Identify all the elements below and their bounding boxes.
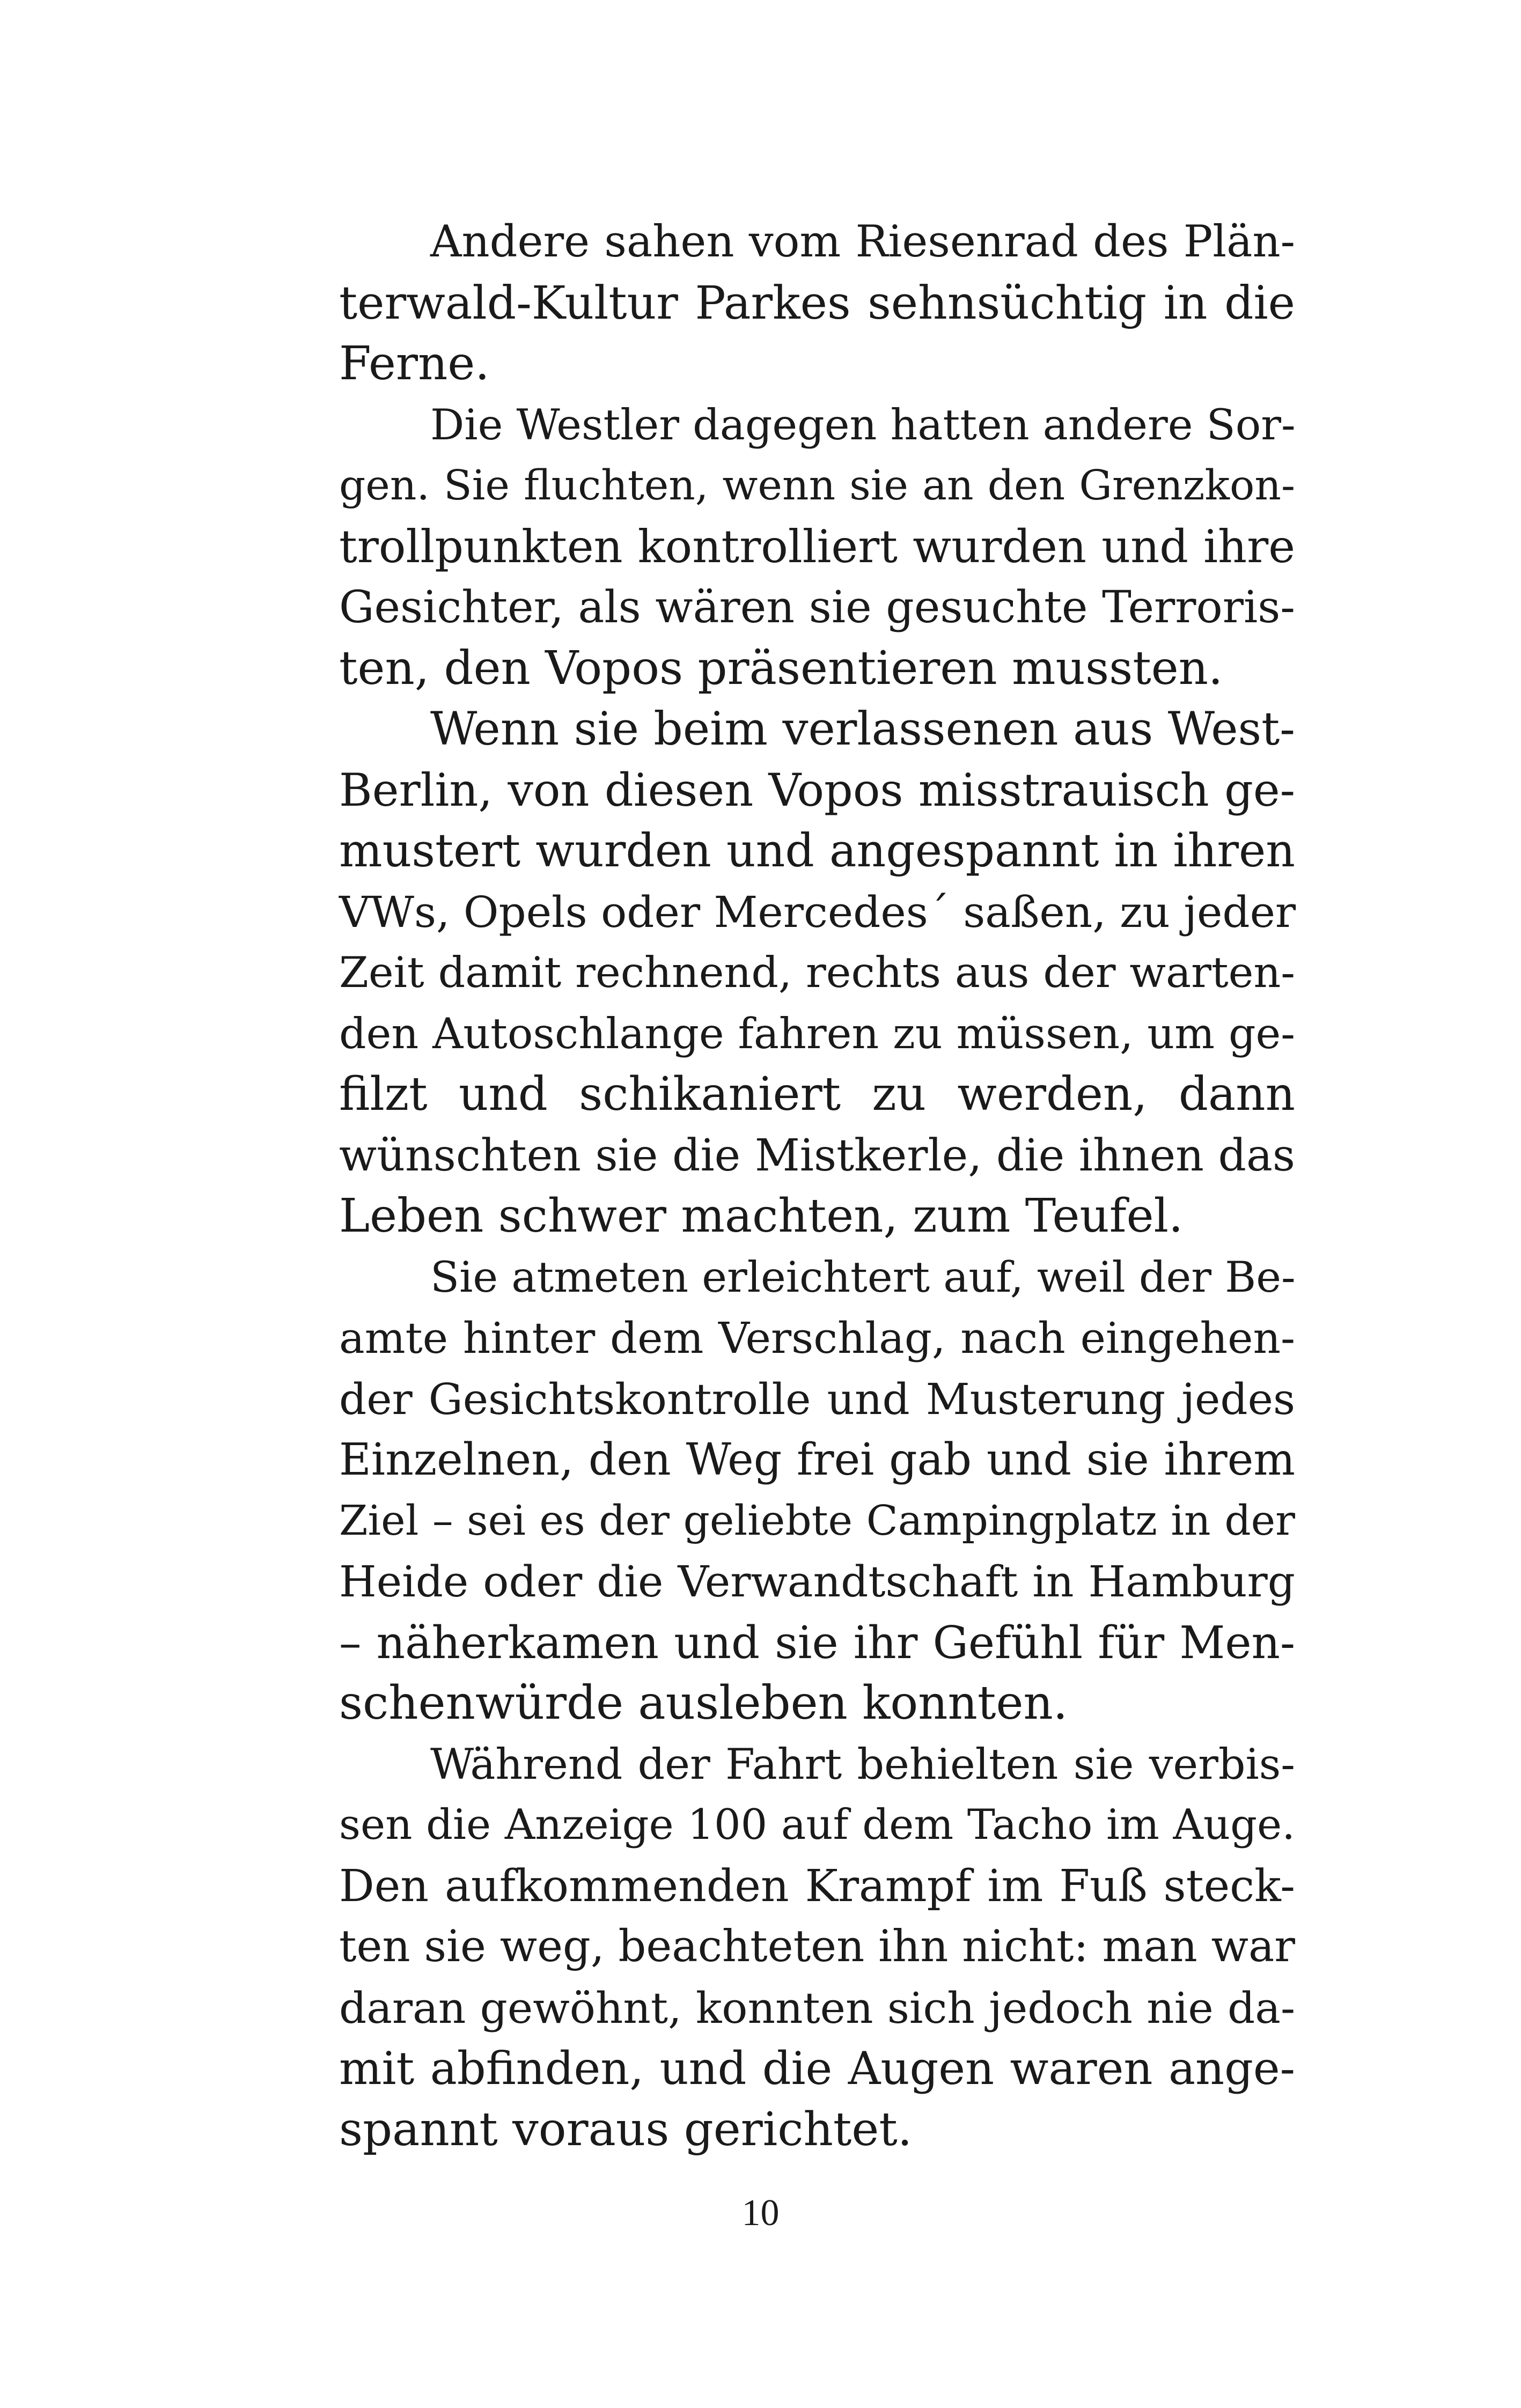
- text-line: terwald-Kultur Parkes sehnsüchtig in die: [339, 276, 1295, 330]
- text-line: – näherkamen und sie ihr Gefühl für Men-: [339, 1616, 1295, 1669]
- paragraph: [339, 212, 1295, 395]
- text-line: Wenn sie beim verlassenen aus West-: [430, 703, 1295, 756]
- paragraph: [339, 699, 1295, 1247]
- text-line: Zeit damit rechnend, rechts aus der warten-: [339, 948, 1295, 997]
- text-line: trollpunkten kontrolliert wurden und ihre: [339, 520, 1295, 573]
- text-line: Ferne.: [339, 337, 490, 391]
- paragraph: [339, 1247, 1295, 1734]
- text-line: der Gesichtskontrolle und Musterung jedes: [339, 1374, 1295, 1424]
- text-line: spannt voraus gerichtet.: [339, 2102, 913, 2156]
- body-text: [339, 212, 1295, 2160]
- text-line: amte hinter dem Verschlag, nach eingehen-: [339, 1313, 1295, 1363]
- text-line: daran gewöhnt, konnten sich jedoch nie da-: [339, 1983, 1295, 2033]
- text-line: mit abfinden, und die Augen waren ange-: [339, 2042, 1295, 2095]
- text-line: Sie atmeten erleichtert auf, weil der Be-: [430, 1252, 1296, 1302]
- text-line: Die Westler dagegen hatten andere Sor-: [430, 400, 1296, 450]
- text-line: Berlin, von diesen Vopos misstrauisch ge-: [339, 763, 1295, 816]
- text-line: mustert wurden und angespannt in ihren: [339, 824, 1295, 878]
- paragraph: [339, 395, 1295, 699]
- text-line: Den aufkommenden Krampf im Fuß steck-: [339, 1860, 1295, 1912]
- text-line: Andere sahen vom Riesenrad des Plän-: [430, 217, 1295, 267]
- text-line: gen. Sie fluchten, wenn sie an den Grenzkon-: [339, 462, 1295, 510]
- text-line: VWs, Opels oder Mercedes´ saßen, zu jeder: [339, 887, 1296, 937]
- text-line: Leben schwer machten, zum Teufel.: [339, 1189, 1184, 1243]
- text-line: Einzelnen, den Weg frei gab und sie ihrem: [339, 1434, 1295, 1485]
- page-number: 10: [741, 2192, 780, 2234]
- text-line: Während der Fahrt behielten sie verbis-: [430, 1739, 1295, 1789]
- text-line: ten, den Vopos präsentieren mussten.: [339, 641, 1223, 695]
- text-line: filzt und schikaniert zu werden, dann: [339, 1067, 1295, 1121]
- text-line: Gesichter, als wären sie gesuchte Terroris-: [339, 582, 1295, 633]
- text-line: Heide oder die Verwandtschaft in Hamburg: [339, 1557, 1295, 1607]
- text-line: wünschten sie die Mistkerle, die ihnen das: [339, 1130, 1295, 1181]
- text-line: sen die Anzeige 100 auf dem Tacho im Auge.: [339, 1801, 1295, 1849]
- paragraph: [339, 1734, 1295, 2161]
- text-line: den Autoschlange fahren zu müssen, um ge-: [339, 1008, 1295, 1058]
- text-line: schenwürde ausleben konnten.: [339, 1676, 1068, 1730]
- text-line: Ziel – sei es der geliebte Campingplatz in der: [339, 1497, 1295, 1545]
- text-line: ten sie weg, beachteten ihn nicht: man war: [339, 1921, 1295, 1972]
